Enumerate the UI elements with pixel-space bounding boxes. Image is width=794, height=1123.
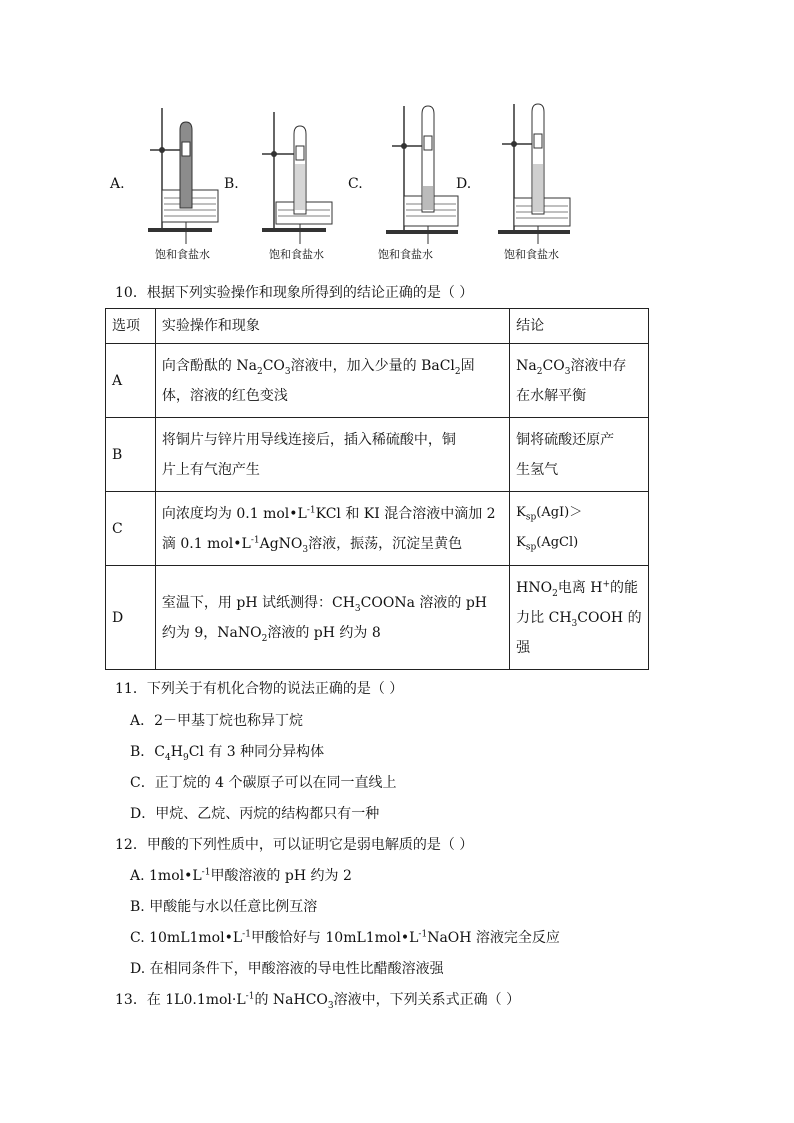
row-conclusion: $HNO_2$电离 H+的能 力比 $CH_3COOH$ 的 强: [510, 566, 649, 670]
header-conclusion: 结论: [510, 309, 649, 344]
figure-b: [224, 98, 339, 268]
figure-caption: 饱和食盐水: [269, 248, 324, 261]
apparatus-c-illustration: [364, 98, 464, 246]
apparatus-d-illustration: [472, 98, 576, 246]
figure-c: [348, 98, 463, 268]
row-conclusion: $Na_2CO_3$溶液中存 在水解平衡: [510, 344, 649, 418]
question-10-stem: 10．根据下列实验操作和现象所得到的结论正确的是（ ）: [115, 285, 474, 301]
q12-option-d: D. 在相同条件下，甲酸溶液的导电性比醋酸溶液强: [130, 961, 444, 977]
question-13-stem: 13．在 $1L0.1mol\cdot L^{-1}$的 NaHCO$_3$溶液中，下列关系式正确（ ）: [115, 991, 521, 1011]
figure-caption: 饱和食盐水: [378, 248, 433, 261]
figure-letter: A.: [110, 176, 125, 192]
figure-caption: 饱和食盐水: [155, 248, 210, 261]
table-row: [106, 566, 649, 670]
q12-option-b: B. 甲酸能与水以任意比例互溶: [130, 899, 318, 915]
row-conclusion: $K_{sp}(AgI)>K_{sp}(AgCl)$: [510, 492, 649, 566]
figure-letter: B.: [224, 176, 239, 192]
q12-option-c: C. $10mL1mol•L^{-1}$甲酸恰好与 $10mL1mol•L^{-1}NaOH$ 溶液完全反应: [130, 929, 560, 946]
figure-letter: D.: [456, 176, 472, 192]
question-12-stem: 12．甲酸的下列性质中，可以证明它是弱电解质的是（ ）: [115, 837, 474, 853]
row-operation: 向含酚酞的 $Na_2CO_3$溶液中，加入少量的 BaCl$_2$固 体，溶液的红色变浅: [155, 344, 509, 418]
table-row: [106, 344, 649, 418]
table-header-row: [106, 309, 649, 344]
row-label: A: [106, 344, 156, 418]
row-operation: 将铜片与锌片用导线连接后，插入稀硫酸中，铜 片上有气泡产生: [155, 418, 509, 492]
q11-option-b: B．$C_4H_9Cl$ 有 3 种同分异构体: [130, 744, 325, 763]
q11-option-c: C．正丁烷的 4 个碳原子可以在同一直线上: [130, 775, 397, 791]
figure-caption: 饱和食盐水: [504, 248, 559, 261]
header-operation: 实验操作和现象: [155, 309, 509, 344]
table-row: [106, 492, 649, 566]
figure-d: [456, 98, 576, 268]
row-label: C: [106, 492, 156, 566]
apparatus-b-illustration: [240, 98, 340, 246]
figure-a: [110, 98, 225, 268]
q11-option-a: A．2－甲基丁烷也称异丁烷: [130, 713, 304, 729]
question-11-stem: 11．下列关于有机化合物的说法正确的是（ ）: [115, 681, 404, 697]
row-label: D: [106, 566, 156, 670]
q11-option-d: D．甲烷、乙烷、丙烷的结构都只有一种: [130, 806, 380, 822]
question-10-table: [105, 308, 649, 670]
header-option: 选项: [106, 309, 156, 344]
row-operation: 室温下，用 pH 试纸测得：$CH_3COONa$ 溶液的 pH 约为 9，NaNO$_2$溶液的 pH 约为 8: [155, 566, 509, 670]
row-operation: 向浓度均为 0.1 $mol•L^{-1}KCl$ 和 KI 混合溶液中滴加 2 滴 0.1 $mol•L^{-1}AgNO_3$溶液，振荡，沉淀呈黄色: [155, 492, 509, 566]
row-conclusion: 铜将硫酸还原产 生氢气: [510, 418, 649, 492]
q12-option-a: A. $1mol•L^{-1}$甲酸溶液的 pH 约为 2: [130, 867, 352, 884]
table-row: [106, 418, 649, 492]
apparatus-a-illustration: [126, 98, 226, 246]
row-label: B: [106, 418, 156, 492]
apparatus-figures: [110, 98, 580, 268]
figure-letter: C.: [348, 176, 363, 192]
